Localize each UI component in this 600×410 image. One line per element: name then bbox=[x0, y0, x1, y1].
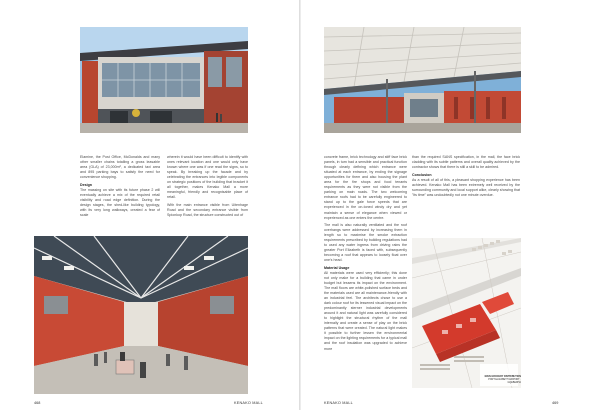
map-caption-line: PORT ELIZABETH AIRPORT · GQEBERHA bbox=[488, 378, 521, 385]
text-column bbox=[324, 155, 407, 391]
mall-interior-photo bbox=[34, 236, 248, 394]
paragraph: Elamine, the Post Office, McDonalds and many other smaller chains totalling a gross leasable area (GLA) of 23,000m², a dedicated taxi area and 895 parking bays to satisfy the need for convenience shopping. bbox=[80, 155, 160, 180]
entrance-canopy-photo bbox=[324, 27, 521, 133]
paragraph: All materials were used very efficiently; this done not only make for a building that came in under budget but lessens its impact on the environment. The mall floors are white-polished surface beds and the materials used are all maintenance-friendly with an industrial feel. The architects chose to use a dark colour roof for its lessened visual impact on the predominantly sterner industrial developments around it and natural light was carefully considered to highlight the structural rhythm of the mall internally and create a sense of play on the brick patterns that were created. The natural light makes it possible to further lessen the environmental impact on the lighting requirements for a typical mall and the roof insulation was upgraded to achieve more bbox=[324, 270, 407, 351]
paragraph: wherein it would have been difficult to identify with ones relevant location and one would only have known where one was if one read the signs, so to speak. By breaking up the facade and by celebrating the entrances into legible components on strategic positions of the building that bracket it all together, makes Kenako Mall a more meaningful, friendly and recognisable place of retail. bbox=[167, 155, 248, 200]
left-page bbox=[0, 0, 299, 410]
paragraph: than the required SANS specification, in the mall, the face brick cladding with its subtle patterns and overall quality achieved by the contractor shows that there is still a skill to be admired. bbox=[412, 155, 520, 170]
section-heading-material-usage: Material Usage bbox=[324, 265, 350, 270]
section-heading-conclusion: Conclusion bbox=[412, 172, 432, 177]
paragraph: As a result of all of this, a pleasant shopping experience has been achieved. Kenako Mall has been extremely well received by the surrounding community and local support alike, clearly showing that "its time" was undoubtedly not one minute overdue. bbox=[412, 177, 520, 197]
mall-entrance-photo bbox=[80, 27, 248, 133]
map-caption bbox=[479, 375, 521, 385]
map-caption-line: MAIN GROCERY DISTRIBUTION bbox=[484, 375, 521, 378]
right-page bbox=[301, 0, 600, 410]
paragraph: The mall is also naturally ventilated and the roof overhangs were addressed by increasing them in length so to maximise the smoke extraction requirements prescribed by building regulations had to used any water ingress from driving rains the greater Port Elizabeth is faced with, subsequently becoming a roof that appears to loosely float over one's head. bbox=[324, 223, 407, 263]
text-column bbox=[167, 155, 248, 235]
site-plan-map bbox=[412, 238, 521, 388]
running-head-right: KENAKO MALL bbox=[324, 401, 353, 405]
text-column bbox=[80, 155, 160, 235]
paragraph: With the main entrance visible from Uitenhage Road and the secondary entrance visible from Spionkop Road, the structure constructed out of bbox=[167, 202, 248, 217]
paragraph: The massing on site with its future phase 2 will eventually achieve a mix of the required retail visibility and road edge definition. During the design stages, the shed-like building typology, with its very long walkways, created a fear of scale bbox=[80, 187, 160, 217]
section-heading-design: Design bbox=[80, 182, 92, 187]
page-number-right: 469 bbox=[552, 401, 559, 405]
paragraph: concrete frame, brick technology and stiff face brick panels, in turn had a sensible and practical function through clearly defining which entrance were situated at each entrance, by ending the signage opportunities for them and also housing the plant area for the fire shops and food tenants requirements as they were not visible from the parking on main roads. The two welcoming entrance roofs had to be carefully engineered to stand up to the gale force speeds that are experienced in the on-toned windy dry and yet maintain a sense of elegance when viewed or experienced as one enters the centre. bbox=[324, 155, 407, 220]
page-number-left: 468 bbox=[34, 401, 41, 405]
text-column bbox=[412, 155, 520, 231]
running-head-left: KENAKO MALL bbox=[234, 401, 263, 405]
